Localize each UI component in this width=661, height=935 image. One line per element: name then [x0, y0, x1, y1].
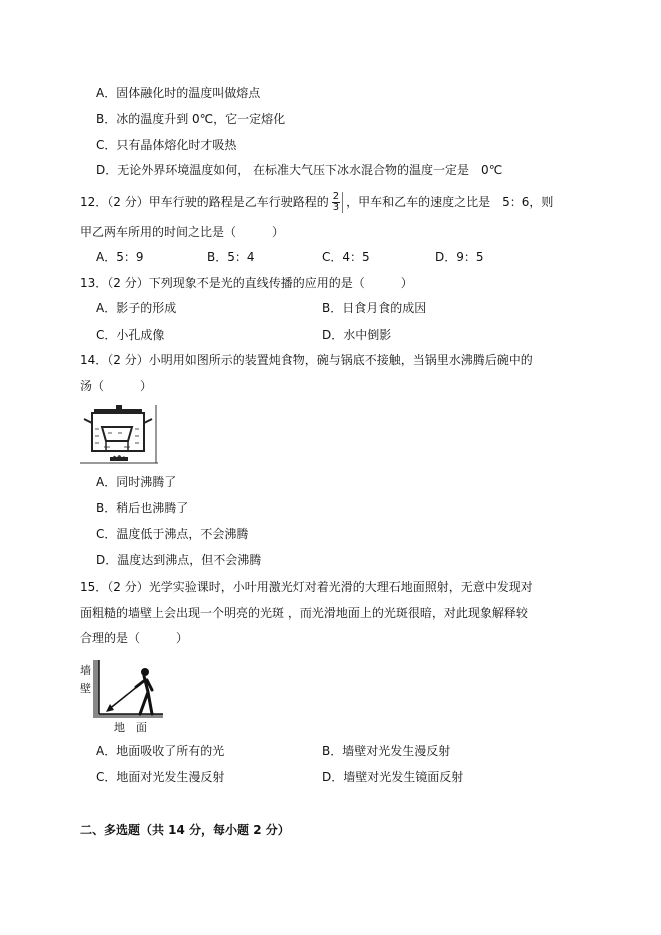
q15-option-b: B．墙壁对光发生漫反射 [322, 744, 451, 758]
q11-option-d: D．无论外界环境温度如何， 在标准大气压下冰水混合物的温度一定是 0℃ [96, 163, 503, 177]
ground-label: 地 面 [114, 721, 147, 734]
q13-option-a: A．影子的形成 [96, 301, 177, 315]
q14-option-c: C．温度低于沸点，不会沸腾 [96, 527, 249, 541]
q13-option-c: C．小孔成像 [96, 328, 165, 342]
q12-option-a: A．5：9 [96, 250, 144, 264]
q12-stem [80, 191, 553, 213]
q12-fraction [332, 192, 343, 213]
q11-option-c: C．只有晶体熔化时才吸热 [96, 138, 237, 152]
section-heading: 二、多选题（共 14 分，每小题 2 分） [80, 823, 290, 837]
q15-stem-line3: 合理的是（ ） [80, 631, 189, 645]
q14-option-d: D．温度达到沸点，但不会沸腾 [96, 553, 262, 567]
q15-stem-line2: 面粗糙的墙壁上会出现一个明亮的光斑 ，而光滑地面上的光斑很暗，对此现象解释较 [80, 606, 528, 620]
q12-stem-line2: 甲乙两车所用的时间之比是（ ） [80, 225, 285, 239]
pot-stew-figure [80, 403, 160, 465]
q15-option-a: A．地面吸收了所有的光 [96, 744, 225, 758]
q11-option-a: A．固体融化时的温度叫做熔点 [96, 86, 261, 100]
q12-fraction-denominator: 3 [332, 202, 340, 213]
q14-stem-line2: 汤（ ） [80, 379, 153, 393]
wall-label-char1: 墙 [80, 664, 91, 677]
q14-stem-line1: 14．（2 分）小明用如图所示的装置炖食物，碗与锅底不接触，当锅里水沸腾后碗中的 [80, 353, 533, 367]
q14-option-b: B．稍后也沸腾了 [96, 501, 189, 515]
q15-option-d: D．墙壁对光发生镜面反射 [322, 770, 464, 784]
laser-wall-figure [78, 660, 164, 734]
q12-stem-after: ，甲车和乙车的速度之比是 5：6，则 [346, 195, 554, 209]
q15-option-c: C．地面对光发生漫反射 [96, 770, 225, 784]
q12-option-c: C．4：5 [322, 250, 370, 264]
q13-option-d: D．水中倒影 [322, 328, 392, 342]
q13-option-b: B．日食月食的成因 [322, 301, 427, 315]
q12-option-b: B．5：4 [207, 250, 255, 264]
q11-option-b: B．冰的温度升到 0℃，它一定熔化 [96, 112, 286, 126]
q12-stem-before: 12．（2 分）甲车行驶的路程是乙车行驶路程的 [80, 195, 329, 209]
q12-option-d: D．9：5 [435, 250, 484, 264]
wall-label-char2: 壁 [80, 682, 91, 695]
q14-option-a: A．同时沸腾了 [96, 475, 177, 489]
q12-fraction-numerator: 2 [332, 191, 340, 202]
q13-stem: 13．（2 分）下列现象不是光的直线传播的应用的是（ ） [80, 276, 413, 290]
q15-stem-line1: 15．（2 分）光学实验课时，小叶用激光灯对着光滑的大理石地面照射，无意中发现对 [80, 580, 533, 594]
